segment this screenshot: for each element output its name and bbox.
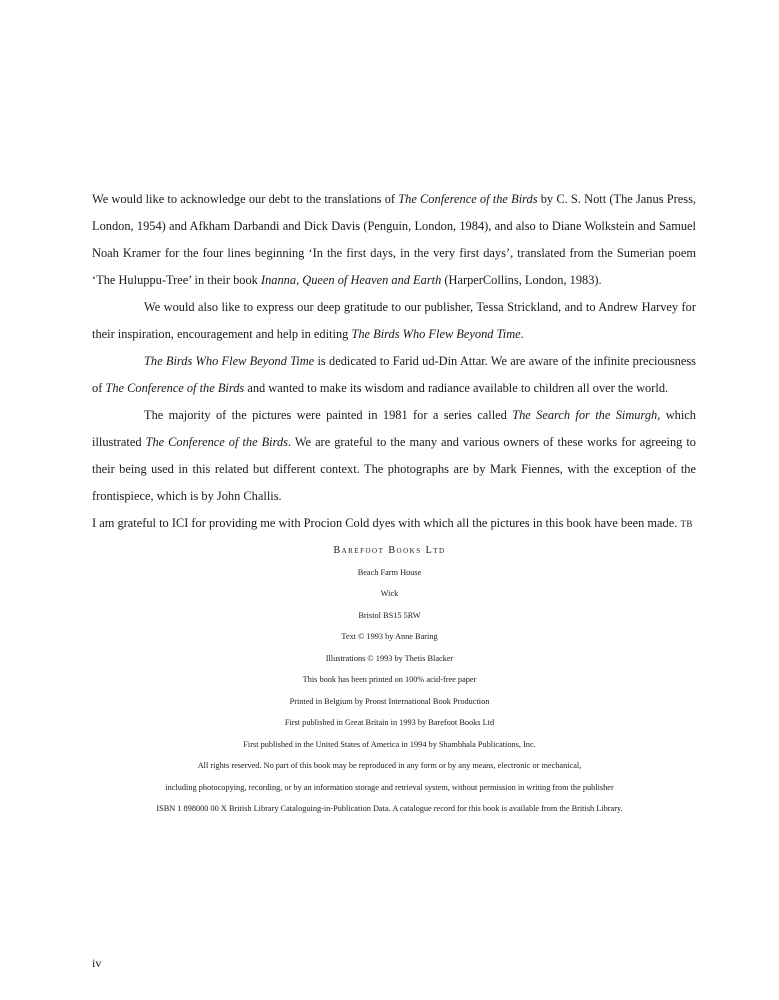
ack-paragraph-4: [92, 402, 696, 510]
italic-title: The Birds Who Flew Beyond Time: [144, 354, 315, 368]
text-run: I am grateful to ICI for providing me with Procion Cold dyes with which all the pictures in this book have been made.: [92, 516, 681, 530]
italic-title: The Conference of the Birds: [398, 192, 538, 206]
ack-paragraph-2: [92, 294, 696, 348]
first-published-gb: First published in Great Britain in 1993 by Barefoot Books Ltd: [284, 718, 495, 727]
text-run: We would like to acknowledge our debt to the translations of: [92, 192, 399, 206]
imprint-block: [0, 540, 779, 820]
italic-title: Inanna, Queen of Heaven and Earth: [260, 273, 442, 287]
page-number: iv: [92, 956, 102, 970]
acknowledgements-block: [92, 186, 696, 538]
author-initials: TB: [680, 519, 693, 529]
isbn-line: ISBN 1 898000 00 X British Library Cataloguing-in-Publication Data. A catalogue record for this book is available from the British Library.: [156, 804, 623, 813]
text-run: .: [520, 327, 524, 341]
italic-title: The Conference of the Birds: [145, 435, 288, 449]
italic-title: The Search for the Simurgh: [512, 408, 658, 422]
ack-paragraph-5: [92, 510, 696, 538]
address-line-3: Bristol BS15 5RW: [358, 610, 421, 620]
text-run: . We are grateful to the many and various owners of these works for agreeing to their being used in this related but different context. The photographs are by Mark Fiennes, with the exception of the frontispiece, which is by John Challis.: [92, 435, 696, 503]
rights-line-2: including photocopying, recording, or by an information storage and retrieval system, without permission in writing from the publisher: [165, 782, 614, 792]
ack-paragraph-3: [92, 348, 696, 402]
address-line-2: Wick: [380, 589, 399, 598]
text-run: by C. S. Nott (The Janus Press, London, 1954) and Afkham Darbandi and Dick Davis (Penguin, London, 1984), and also to Diane Wolkstein and Samuel Noah Kramer for the four lines beginning ‘In the first days, in the very first days’, translated from the Sumerian poem ‘The Huluppu-Tree’ in their book: [92, 192, 696, 287]
italic-title: The Birds Who Flew Beyond Time: [351, 327, 521, 341]
illustrations-copyright: Illustrations © 1993 by Thetis Blacker: [325, 653, 454, 663]
address-line-1: Beach Farm House: [357, 567, 422, 577]
italic-title: The Conference of the Birds: [105, 381, 245, 395]
printed-note: Printed in Belgium by Proost International Book Production: [289, 696, 490, 706]
text-run: The majority of the pictures were painted in 1981 for a series called: [144, 408, 513, 422]
text-run: is dedicated to Farid ud-Din Attar. We are aware of the infinite preciousness of: [92, 354, 696, 395]
text-run: , which illustrated: [92, 408, 696, 449]
text-copyright: Text © 1993 by Anne Baring: [341, 632, 438, 641]
paper-note: This book has been printed on 100% acid-free paper: [302, 675, 477, 684]
text-run: (HarperCollins, London, 1983).: [441, 273, 602, 287]
text-run: We would also like to express our deep gratitude to our publisher, Tessa Strickland, and to Andrew Harvey for their inspiration, encouragement and help in editing: [92, 300, 696, 341]
rights-line-1: All rights reserved. No part of this book may be reproduced in any form or by any means, electronic or mechanical,: [197, 761, 582, 770]
text-run: and wanted to make its wisdom and radiance available to children all over the world.: [244, 381, 669, 395]
ack-paragraph-1: [92, 186, 696, 294]
publisher-name: Barefoot Books Ltd: [333, 545, 446, 556]
first-published-us: First published in the United States of America in 1994 by Shambhala Publications, Inc.: [243, 739, 536, 749]
